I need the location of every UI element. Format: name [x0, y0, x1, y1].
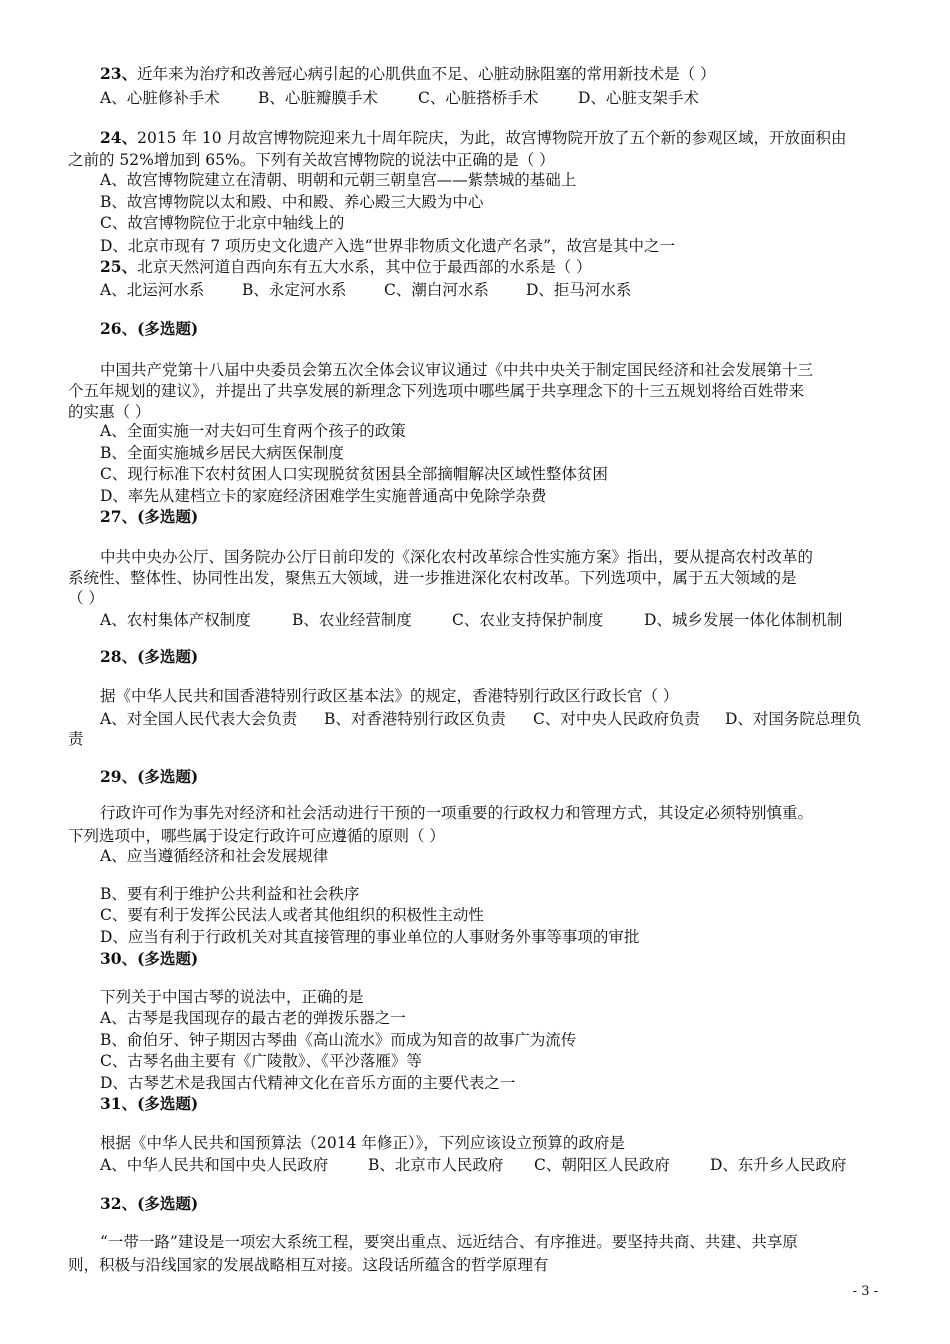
question-23-options	[100, 88, 699, 108]
question-26-option-c: C、现行标准下农村贫困人口实现脱贫贫困县全部摘帽解决区域性整体贫困	[100, 465, 608, 483]
question-26-option-b: B、全面实施城乡居民大病医保制度	[100, 444, 344, 462]
question-29-header: 29、(多选题)	[100, 767, 199, 786]
question-27-stem-line-2: 系统性、整体性、协同性出发，聚焦五大领域，进一步推进深化农村改革。下列选项中，属于五大领域的是	[68, 569, 797, 587]
question-26-stem-line-1: 中国共产党第十八届中央委员会第五次全体会议审议通过《中共中央关于制定国民经济和社会发展第十三	[100, 361, 814, 379]
option-a: A、农村集体产权制度	[100, 611, 251, 629]
question-27-stem-line-3: （ ）	[68, 589, 104, 607]
option-a: A、北运河水系	[100, 281, 205, 299]
question-29-stem-line-2: 下列选项中，哪些属于设定行政许可应遵循的原则（ ）	[68, 827, 445, 845]
question-28-stem: 据《中华人民共和国香港特别行政区基本法》的规定，香港特别行政区行政长官（ ）	[100, 687, 679, 705]
question-28-header: 28、(多选题)	[100, 647, 199, 666]
question-number: 25、	[100, 257, 138, 276]
question-30-header: 30、(多选题)	[100, 949, 199, 968]
question-26-header: 26、(多选题)	[100, 319, 199, 338]
question-24-option-d: D、北京市现有 7 项历史文化遗产入选“世界非物质文化遗产名录”，故宫是其中之一	[100, 237, 675, 255]
question-number: 24、	[100, 128, 138, 147]
question-30-stem: 下列关于中国古琴的说法中，正确的是	[100, 988, 364, 1006]
question-24-option-c: C、故宫博物院位于北京中轴线上的	[100, 214, 345, 232]
option-d: D、心脏支架手术	[578, 89, 699, 107]
question-29-option-a: A、应当遵循经济和社会发展规律	[100, 847, 329, 865]
question-24-option-b: B、故宫博物院以太和殿、中和殿、养心殿三大殿为中心	[100, 193, 484, 211]
question-28-option-d-wrap: 责	[68, 730, 84, 748]
question-25-stem: 25、北京天然河道自西向东有五大水系，其中位于最西部的水系是（ ）	[100, 257, 592, 276]
option-d: D、拒马河水系	[526, 281, 632, 299]
option-c: C、农业支持保护制度	[452, 611, 604, 629]
option-d: D、城乡发展一体化体制机制	[644, 611, 843, 629]
question-30-option-d: D、古琴艺术是我国古代精神文化在音乐方面的主要代表之一	[100, 1074, 516, 1092]
question-27-header: 27、(多选题)	[100, 507, 199, 526]
option-c: C、对中央人民政府负责	[533, 710, 700, 728]
question-32-stem-line-2: 则，积极与沿线国家的发展战略相互对接。这段话所蕴含的哲学原理有	[68, 1256, 549, 1274]
question-24-stem-line-2: 之前的 52%增加到 65%。下列有关故宫博物院的说法中正确的是（ ）	[68, 151, 555, 169]
question-25-options	[100, 280, 631, 300]
question-30-option-c: C、古琴名曲主要有《广陵散》、《平沙落雁》等	[100, 1052, 422, 1070]
question-31-stem: 根据《中华人民共和国预算法（2014 年修正）》，下列应该设立预算的政府是	[100, 1134, 625, 1152]
option-c: C、朝阳区人民政府	[534, 1156, 670, 1174]
option-a: A、心脏修补手术	[100, 89, 220, 107]
option-b: B、对香港特别行政区负责	[324, 710, 506, 728]
question-28-options	[100, 709, 861, 729]
question-31-header: 31、(多选题)	[100, 1094, 199, 1113]
question-number: 23、	[100, 64, 138, 83]
question-30-option-b: B、俞伯牙、钟子期因古琴曲《高山流水》而成为知音的故事广为流传	[100, 1031, 577, 1049]
question-24-option-a: A、故宫博物院建立在清朝、明朝和元朝三朝皇宫——紫禁城的基础上	[100, 171, 577, 189]
page-number: - 3 -	[852, 1284, 878, 1299]
option-b: B、北京市人民政府	[368, 1156, 504, 1174]
option-a: A、中华人民共和国中央人民政府	[100, 1156, 329, 1174]
question-29-option-d: D、应当有利于行政机关对其直接管理的事业单位的人事财务外事等事项的审批	[100, 928, 640, 946]
option-b: B、心脏瓣膜手术	[258, 89, 378, 107]
option-a: A、对全国人民代表大会负责	[100, 710, 298, 728]
question-26-option-a: A、全面实施一对夫妇可生育两个孩子的政策	[100, 422, 406, 440]
option-c: C、潮白河水系	[384, 281, 489, 299]
question-29-stem-line-1: 行政许可作为事先对经济和社会活动进行干预的一项重要的行政权力和管理方式，其设定必须特别慎重。	[100, 804, 814, 822]
question-27-stem-line-1: 中共中央办公厅、国务院办公厅日前印发的《深化农村改革综合性实施方案》指出，要从提高农村改革的	[100, 548, 814, 566]
question-29-option-c: C、要有利于发挥公民法人或者其他组织的积极性主动性	[100, 906, 484, 924]
question-32-header: 32、(多选题)	[100, 1194, 199, 1213]
question-32-stem-line-1: “一带一路”建设是一项宏大系统工程，要突出重点、远近结合、有序推进。要坚持共商、共建、共享原	[100, 1233, 798, 1251]
question-31-options	[100, 1155, 846, 1175]
question-27-options	[100, 610, 842, 630]
question-26-option-d: D、率先从建档立卡的家庭经济困难学生实施普通高中免除学杂费	[100, 487, 547, 505]
question-29-option-b: B、要有利于维护公共利益和社会秩序	[100, 885, 360, 903]
option-d: D、对国务院总理负	[725, 710, 862, 728]
question-26-stem-line-2: 个五年规划的建议》，并提出了共享发展的新理念下列选项中哪些属于共享理念下的十三五规划将给百姓带来	[68, 382, 805, 400]
option-b: B、农业经营制度	[292, 611, 412, 629]
question-23-stem: 23、近年来为治疗和改善冠心病引起的心肌供血不足、心脏动脉阻塞的常用新技术是（ ）	[100, 64, 716, 83]
option-d: D、东升乡人民政府	[710, 1156, 847, 1174]
question-30-option-a: A、古琴是我国现存的最古老的弹拨乐器之一	[100, 1009, 406, 1027]
question-26-stem-line-3: 的实惠（ ）	[68, 403, 151, 421]
option-b: B、永定河水系	[242, 281, 347, 299]
option-c: C、心脏搭桥手术	[418, 89, 539, 107]
question-24-stem-line-1: 24、2015 年 10 月故宫博物院迎来九十周年院庆，为此，故宫博物院开放了五个新的参观区域，开放面积由	[100, 128, 847, 147]
